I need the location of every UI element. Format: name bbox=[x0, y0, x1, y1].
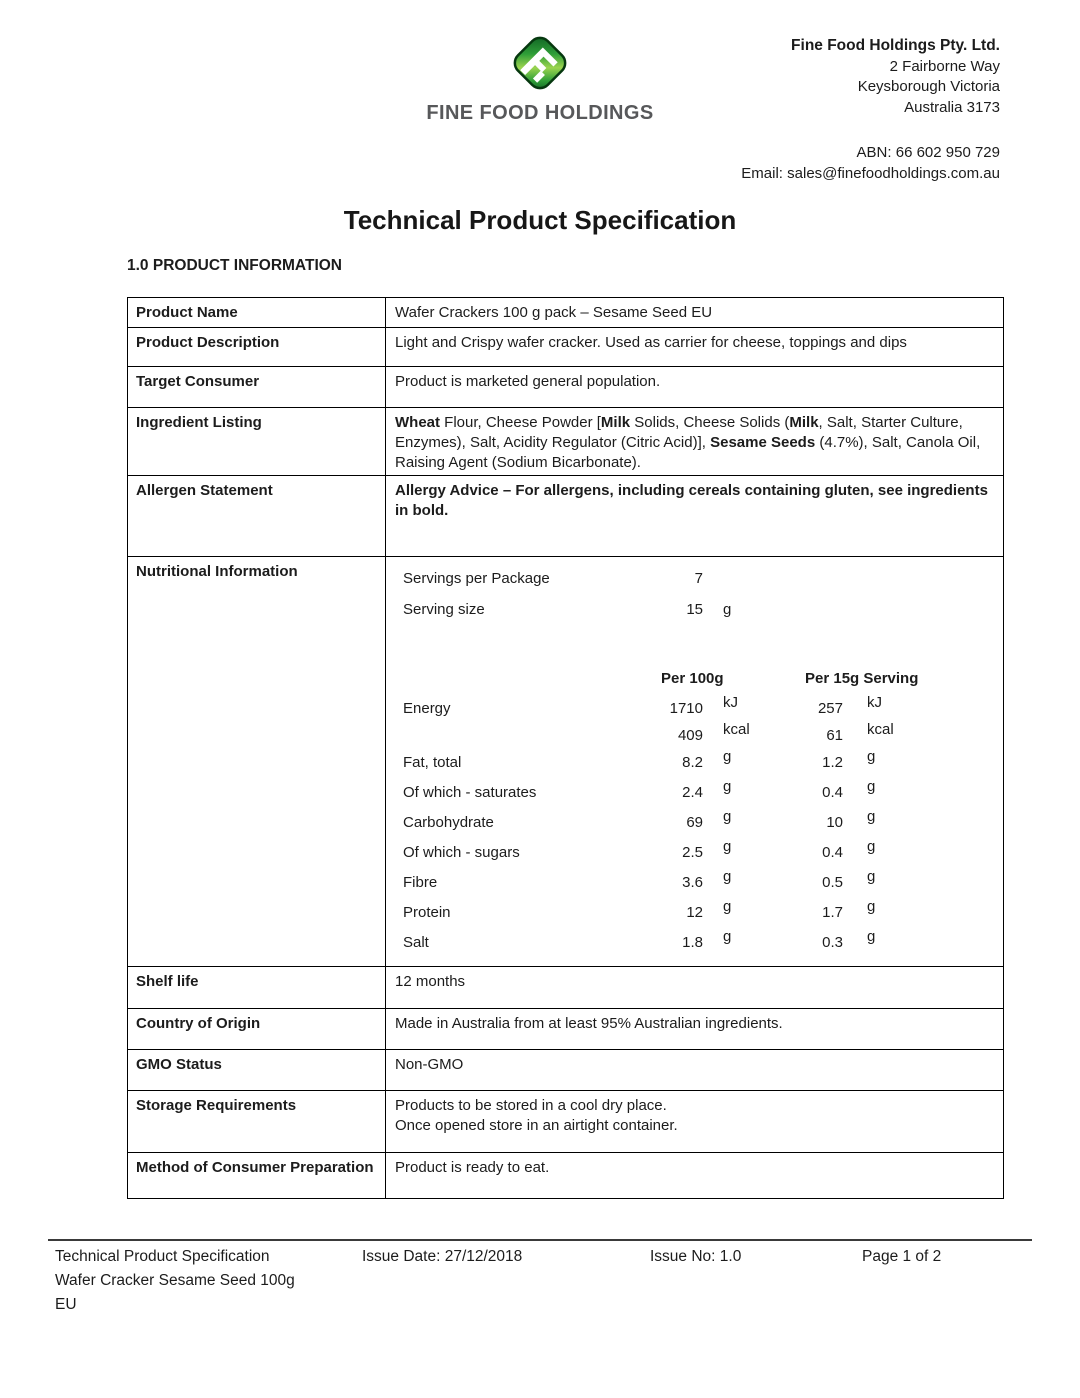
nutrient-name: Of which - sugars bbox=[403, 844, 520, 861]
nutrient-unit: g bbox=[723, 868, 732, 885]
nutrient-unit: g bbox=[867, 898, 876, 915]
nutrient-name: Of which - saturates bbox=[403, 784, 537, 801]
nutrition-unit: g bbox=[723, 601, 732, 618]
nutrient-per-100g: 2.4 bbox=[682, 784, 703, 801]
row-value bbox=[386, 1091, 1004, 1153]
nutrient-name: Energy bbox=[403, 700, 451, 717]
nutrient-unit: g bbox=[723, 778, 732, 795]
nutrient-per-100g: 69 bbox=[686, 814, 703, 831]
nutrient-per-100g: 12 bbox=[686, 904, 703, 921]
row-value: Non-GMO bbox=[386, 1050, 1004, 1091]
row-value: Product is marketed general population. bbox=[386, 367, 1004, 408]
table-row-shelf-life bbox=[128, 967, 1004, 1009]
company-details bbox=[741, 36, 1000, 184]
row-label: GMO Status bbox=[128, 1050, 386, 1091]
row-value: Product is ready to eat. bbox=[386, 1153, 1004, 1199]
nutrient-unit: g bbox=[867, 928, 876, 945]
nutrient-name: Carbohydrate bbox=[403, 814, 494, 831]
nutrient-unit: g bbox=[723, 898, 732, 915]
nutrient-name: Salt bbox=[403, 934, 429, 951]
row-label: Product Name bbox=[128, 298, 386, 328]
page-title: Technical Product Specification bbox=[343, 205, 737, 235]
company-abn: ABN: 66 602 950 729 bbox=[856, 144, 1000, 161]
nutrient-unit: g bbox=[723, 808, 732, 825]
brand-wordmark: FINE FOOD HOLDINGS bbox=[426, 102, 654, 124]
nutrient-unit: g bbox=[723, 838, 732, 855]
row-value: Wafer Crackers 100 g pack – Sesame Seed EU bbox=[386, 298, 1004, 328]
nutrient-name: Fat, total bbox=[403, 754, 462, 771]
nutrition-label: Servings per Package bbox=[403, 570, 550, 587]
nutrient-per-100g: 1710 bbox=[669, 700, 703, 717]
row-label: Shelf life bbox=[128, 967, 386, 1009]
row-label: Product Description bbox=[128, 328, 386, 367]
row-value: Wheat Flour, Cheese Powder [Milk Solids, Cheese Solids (Milk, Salt, Starter Culture, Enzymes), Salt, Acidity Regulator (Citric Acid)], Sesame Seeds (4.7%), Salt, Canola Oil, Raising Agent (Sodium Bicarbonate). bbox=[386, 408, 1004, 476]
nutrient-per-100g: 3.6 bbox=[682, 874, 703, 891]
row-label: Country of Origin bbox=[128, 1009, 386, 1050]
nutrition-panel bbox=[386, 557, 1004, 967]
nutrient-per-serving: 257 bbox=[817, 700, 843, 717]
nutrient-unit: kJ bbox=[723, 694, 738, 711]
per-100g-header: Per 100g bbox=[661, 670, 724, 687]
row-value: Allergy Advice – For allergens, including cereals containing gluten, see ingredients in bold. bbox=[386, 476, 1004, 557]
company-logo bbox=[425, 28, 655, 125]
nutrient-unit: g bbox=[867, 778, 876, 795]
nutrient-per-serving: 0.4 bbox=[822, 844, 843, 861]
table-row-product-description bbox=[128, 328, 1004, 367]
table-row-country-of-origin bbox=[128, 1009, 1004, 1050]
nutrient-unit: g bbox=[867, 808, 876, 825]
nutrient-per-serving: 61 bbox=[826, 727, 843, 744]
nutrient-per-100g: 409 bbox=[677, 727, 703, 744]
table-row-method-of-consumer-preparation bbox=[128, 1153, 1004, 1199]
nutrient-unit: g bbox=[867, 748, 876, 765]
table-row-allergen-statement bbox=[128, 476, 1004, 557]
nutrition-label: Serving size bbox=[403, 601, 485, 618]
address-line: 2 Fairborne Way bbox=[889, 57, 1000, 75]
serving-size-row bbox=[403, 600, 1003, 631]
nutrient-unit: kJ bbox=[867, 694, 882, 711]
row-label: Nutritional Information bbox=[128, 557, 386, 967]
row-label: Ingredient Listing bbox=[128, 408, 386, 476]
table-row-gmo-status bbox=[128, 1050, 1004, 1091]
nutrient-unit: g bbox=[867, 838, 876, 855]
row-label: Method of Consumer Preparation bbox=[128, 1153, 386, 1199]
row-label: Target Consumer bbox=[128, 367, 386, 408]
nutrition-value: 7 bbox=[694, 570, 703, 587]
nutrient-per-serving: 1.7 bbox=[822, 904, 843, 921]
nutrient-unit: g bbox=[723, 928, 732, 945]
company-name: Fine Food Holdings Pty. Ltd. bbox=[791, 37, 1000, 54]
nutrient-per-100g: 8.2 bbox=[682, 754, 703, 771]
address-line: Keysborough Victoria bbox=[857, 78, 1000, 95]
nutrient-per-serving: 0.5 bbox=[822, 874, 843, 891]
nutrient-per-serving: 10 bbox=[826, 814, 843, 831]
row-label: Allergen Statement bbox=[128, 476, 386, 557]
table-row-nutritional-information bbox=[128, 557, 1004, 967]
row-value: Made in Australia from at least 95% Australian ingredients. bbox=[386, 1009, 1004, 1050]
footer-issue-date: Issue Date: 27/12/2018 bbox=[362, 1248, 523, 1265]
nutrition-value: 15 bbox=[686, 601, 703, 618]
footer-page-number: Page 1 of 2 bbox=[862, 1248, 942, 1265]
product-specification-table bbox=[127, 297, 1004, 1199]
footer-issue-no: Issue No: 1.0 bbox=[650, 1248, 742, 1265]
storage-line: Products to be stored in a cool dry place. bbox=[395, 1097, 667, 1114]
servings-per-package-row bbox=[403, 569, 1003, 600]
nutrient-unit: kcal bbox=[867, 721, 894, 738]
page-footer bbox=[48, 1239, 1032, 1313]
row-label: Storage Requirements bbox=[128, 1091, 386, 1153]
address-line: Australia 3173 bbox=[904, 98, 1000, 116]
table-row-target-consumer bbox=[128, 367, 1004, 408]
nutrient-per-serving: 1.2 bbox=[822, 754, 843, 771]
section-heading: 1.0 PRODUCT INFORMATION bbox=[127, 257, 342, 274]
nutrient-unit: g bbox=[867, 868, 876, 885]
table-row-ingredient-listing bbox=[128, 408, 1004, 476]
footer-document-title: Technical Product Specification Wafer Cracker Sesame Seed 100g EU bbox=[55, 1248, 295, 1313]
fine-food-holdings-logo-icon bbox=[507, 28, 573, 98]
per-serving-header: Per 15g Serving bbox=[805, 670, 919, 687]
storage-line: Once opened store in an airtight container. bbox=[395, 1117, 678, 1134]
row-value: Light and Crispy wafer cracker. Used as carrier for cheese, toppings and dips bbox=[386, 328, 1004, 367]
nutrient-name: Protein bbox=[403, 904, 451, 921]
nutrient-per-100g: 2.5 bbox=[682, 844, 703, 861]
table-row-product-name bbox=[128, 298, 1004, 328]
nutrient-name: Fibre bbox=[403, 874, 438, 891]
nutrition-row bbox=[403, 928, 1003, 963]
nutrient-per-serving: 0.4 bbox=[822, 784, 843, 801]
row-value: 12 months bbox=[386, 967, 1004, 1009]
company-email: Email: sales@finefoodholdings.com.au bbox=[741, 164, 1000, 182]
nutrient-per-100g: 1.8 bbox=[682, 934, 703, 951]
nutrient-per-serving: 0.3 bbox=[822, 934, 843, 951]
nutrient-unit: g bbox=[723, 748, 732, 765]
table-row-storage-requirements bbox=[128, 1091, 1004, 1153]
nutrient-unit: kcal bbox=[723, 721, 750, 738]
